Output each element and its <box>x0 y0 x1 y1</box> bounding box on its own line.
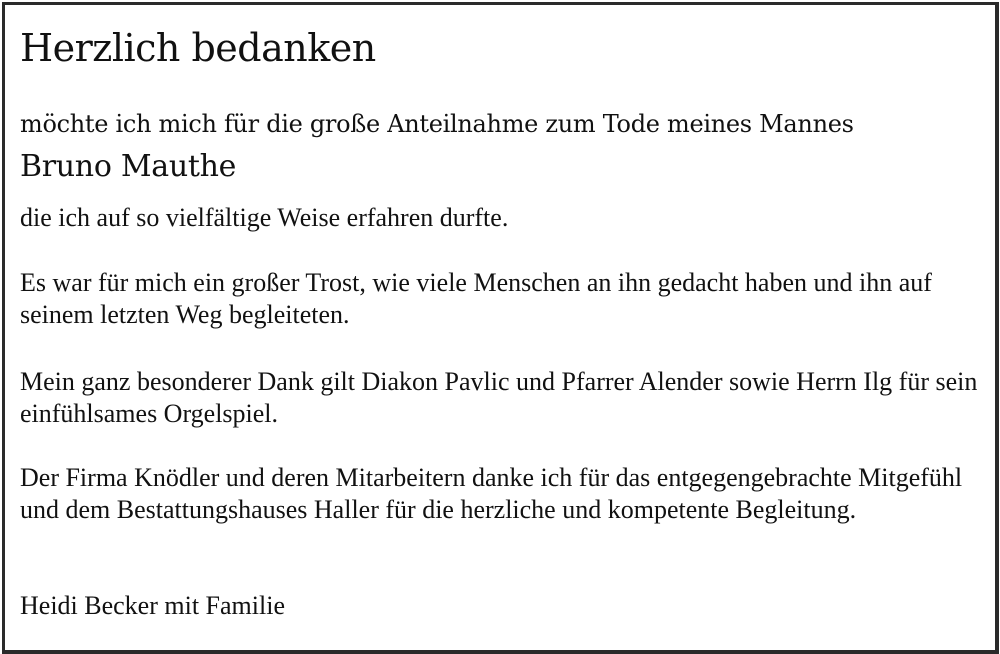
notice-heading: Herzlich bedanken <box>20 26 376 70</box>
paragraph-firma: Der Firma Knödler und deren Mitarbeitern danke ich für das entgegengebrachte Mitgefühl und dem Bestattungshauses Haller für die herzliche und kompetente Begleitung. <box>20 463 963 524</box>
intro-line: möchte ich mich für die große Anteilnahme zum Tode meines Mannes <box>20 110 854 138</box>
paragraph-trost: Es war für mich ein großer Trost, wie viele Menschen an ihn gedacht haben und ihn auf seinem letzten Weg begleiteten. <box>20 268 932 329</box>
signature: Heidi Becker mit Familie <box>20 591 285 620</box>
paragraph-dank: Mein ganz besonderer Dank gilt Diakon Pavlic und Pfarrer Alender sowie Herrn Ilg für sein einfühlsames Orgelspiel. <box>20 367 978 428</box>
thank-you-notice <box>2 2 999 654</box>
after-name-line: die ich auf so vielfältige Weise erfahren durfte. <box>20 203 509 232</box>
deceased-name: Bruno Mauthe <box>20 149 237 184</box>
